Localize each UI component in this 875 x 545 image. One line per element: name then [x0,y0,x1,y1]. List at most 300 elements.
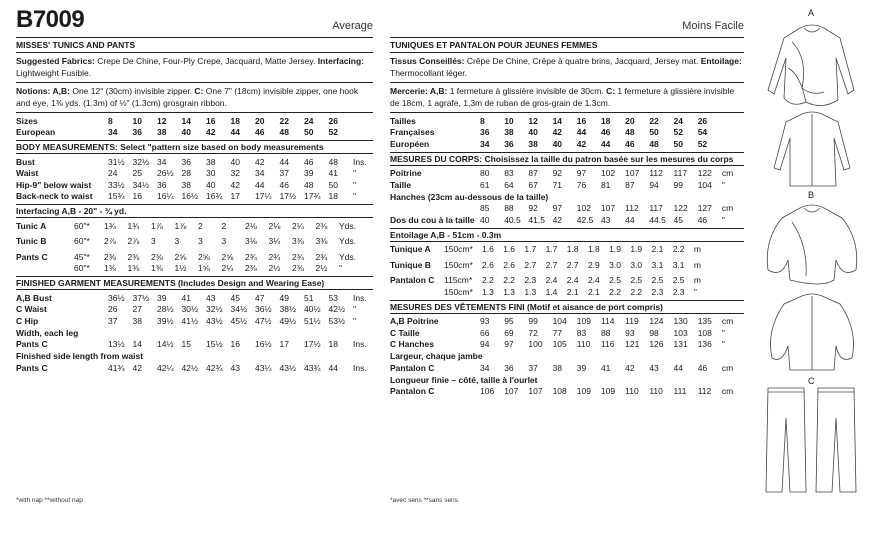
finished-row-value: 38½ [279,304,297,315]
hanches-label: Hanches (23cm au-dessous de la taille) [390,191,549,202]
interfacing-row-fr-value: 1.9 [630,244,643,255]
dos-row-value: 41.5 [528,214,545,225]
finished-row-fr-value: 98 [649,327,659,338]
dos-row-value: 46 [697,214,708,225]
dos-row-value: 42 [552,214,563,225]
interfacing-row-fr-value: 1.9 [609,244,621,255]
width-row-fr-label: Pantalon C [390,362,435,373]
finished-row-value: 32½ [206,304,223,315]
interfacing-row-fr-value: 2.7 [545,259,558,270]
finished-row-value: 38 [132,315,142,326]
body-row-label: Bust [16,156,35,167]
size-row-value: 20 [255,115,265,126]
body-row-value: 44 [255,179,265,190]
interfacing-row-unit: " [339,263,343,274]
finished-row-value: 40½ [304,304,321,315]
body-row-fr-value: 102 [600,168,616,179]
hanches-row-value: 88 [504,203,514,214]
finished-row-value: 49½ [279,315,297,326]
interfacing-heading-fr: Entoilage A,B - 51cm - 0.3m [390,229,744,242]
interfacing-row-value: 2 [221,220,227,231]
finished-row-value: 36½ [108,292,125,303]
european-row-label: European [16,127,56,138]
width-label: Width, each leg [16,327,79,338]
finished-row-fr-unit: " [721,339,725,350]
european-row-value: 42 [206,127,216,138]
fabrics-label-fr: Tissus Conseillés: [390,56,465,66]
english-column [16,0,373,376]
europeen-row-value: 50 [673,138,683,149]
interfacing-row-fr [390,286,744,298]
width-row-value: 14½ [157,339,174,350]
finished-row-value: 53 [328,292,338,303]
length-row-value: 42¼ [157,362,174,373]
length-row-fr-value: 108 [552,386,567,397]
interfacing-row-width: 60"* [74,220,90,231]
body-row-value: 39 [304,168,314,179]
length-row-fr-value: 106 [480,386,495,397]
body-row-fr-value: 87 [625,179,635,190]
body-row-value: 24 [108,168,118,179]
dos-row-value: 44 [625,214,635,225]
notions-c-text: One 7" (18cm) invisible zipper, one hook and eye, 1⅜ yds. (1.3m) of ½" (1.3cm) grosgrain ribbon. [16,86,359,108]
finished-row-value: 43½ [206,315,223,326]
body-row-value: 17½ [279,191,297,202]
size-row-value: 18 [230,115,240,126]
width-row-label: Pants C [16,339,48,350]
hanches-row-value: 92 [528,203,538,214]
finished-row-value: 39 [157,292,167,303]
body-measurements-table-fr [390,166,744,229]
body-row-value: 34 [157,156,167,167]
body-row-value: 38 [181,179,191,190]
fabrics-text-fr: Crêpe De Chine, Crêpe à quatre brins, Jacquard, Jersey mat. [464,56,701,66]
interfacing-row-value: 2⅞ [127,236,140,247]
interfacing-row-fr-value: 2.3 [524,275,537,286]
interfacing-row-fr [390,244,744,256]
size-row-fr-value: 26 [697,115,708,126]
fabrics-paragraph-fr [390,53,744,83]
interfacing-row-fr-label: Tunique A [390,244,431,255]
finished-row-value: 53½ [328,315,346,326]
body-row-value: 41 [328,168,338,179]
notions-text: One 12" (30cm) invisible zipper. [69,86,195,96]
interfacing-row-value: 2¾ [292,251,304,262]
body-row-fr-value: 97 [576,168,587,179]
interfacing-row-value: 3⅜ [292,236,304,247]
body-row-value: 36 [157,179,167,190]
finished-row-value: 36½ [255,304,272,315]
body-row-fr-value: 81 [600,179,611,190]
interfacing-row-value: 1⅜ [151,263,163,274]
interfacing-row-value: 2¾ [315,251,328,262]
body-row-fr-value: 61 [480,179,490,190]
interfacing-row-value: 3 [174,236,180,247]
interfacing-row-fr-width: 150cm* [444,259,473,270]
finished-row-value: 37½ [132,292,150,303]
finished-table-fr [390,314,744,400]
dos-row-value: 40.5 [504,214,521,225]
interfacing-row-fr-value: 2.1 [587,286,600,297]
interfacing-row-fr-value: 2.1 [651,244,664,255]
finished-row-value: 51½ [304,315,321,326]
finished-row-value: 41 [181,292,191,303]
notions-c-label: C: [194,86,204,96]
finished-row-fr-value: 109 [576,316,591,327]
european-row-value: 38 [157,127,167,138]
interfacing-row-unit: Yds. [339,236,357,247]
interfacing-row-fr-value: 2.6 [503,259,516,270]
interfacing-row-value: 2⅝ [198,251,210,262]
finished-heading-fr: MESURES DES VÊTEMENTS FINI (Motif et aisance de port compris) [390,301,744,314]
interfacing-row-value: 2½ [315,263,328,274]
finished-row [16,304,373,316]
european-row-value: 34 [108,127,118,138]
finished-row-fr-value: 103 [673,327,688,338]
interfacing-row-value: 1¾ [104,220,116,231]
finished-row-fr-unit: cm [721,316,734,327]
body-row-value: 46 [304,156,314,167]
europeen-row-value: 44 [600,138,611,149]
pattern-code: B7009 [16,6,85,33]
francaises-row-label: Françaises [390,127,435,138]
length-row-fr-value: 107 [504,386,519,397]
hanches-row-value: 97 [552,203,563,214]
body-row-value: 17¾ [304,191,321,202]
width-row-unit: Ins. [353,339,367,350]
dos-row [390,214,744,226]
europeen-row-value: 46 [625,138,635,149]
francaises-row-value: 50 [649,127,659,138]
finished-row-fr-value: 121 [625,339,640,350]
pattern-title-fr: TUNIQUES ET PANTALON POUR JEUNES FEMMES [390,38,744,53]
body-row-label: Hip-9" below waist [16,179,92,190]
interfacing-row-value: 2⅜ [245,263,257,274]
interfacing-row-fr-value: 2.3 [651,286,664,297]
interfacing-row-fr-value: 2.2 [503,275,516,286]
body-row-value: 25 [132,168,142,179]
finished-row-value: 49 [279,292,289,303]
difficulty-level-fr: Moins Facile [682,20,744,32]
interfacing-row-value: 2¼ [221,263,234,274]
body-row-fr-value: 64 [504,179,514,190]
finished-row-fr-value: 126 [649,339,664,350]
european-row-value: 48 [279,127,289,138]
interfacing-row-value: 2 [198,220,203,231]
length-row-value: 43¾ [304,362,321,373]
length-row-value: 42¾ [206,362,223,373]
body-row-value: 42 [230,179,240,190]
dos-row-value: 42.5 [576,214,594,225]
size-row-fr-value: 20 [625,115,635,126]
interfacing-row-fr-label: Tunique B [390,259,431,270]
width-row [16,339,373,351]
europeen-row [390,138,744,150]
figure-letter-c: C [808,376,815,386]
notions-paragraph [16,83,373,113]
interfacing-row-value: 1⅝ [198,263,210,274]
francaises-row-value: 52 [673,127,683,138]
finished-row-label: C Hip [16,315,39,326]
length-row-value: 41¾ [108,362,125,373]
europeen-row-value: 38 [528,138,538,149]
body-row-fr [390,179,744,191]
finished-row-fr-value: 131 [673,339,688,350]
finished-row-value: 47½ [255,315,272,326]
europeen-row-value: 52 [697,138,708,149]
body-row-value: 17¼ [255,191,272,202]
difficulty-level: Average [332,20,373,32]
width-row-value: 18 [328,339,338,350]
hanches-row-value: 102 [576,203,591,214]
width-row-value: 15 [181,339,191,350]
finished-row-unit: " [353,315,357,326]
body-row-unit: " [353,179,357,190]
interfacing-row-fr-value: 2.4 [566,275,579,286]
interfacing-row-fr-value: 2.4 [587,275,600,286]
body-row-value: 48 [328,156,338,167]
size-row-fr-value: 18 [600,115,611,126]
finished-row-value: 51 [304,292,314,303]
interfacing-row-fr-value: 2.3 [672,286,685,297]
finished-row-fr-value: 94 [480,339,490,350]
hanches-row [390,203,744,215]
finished-row-fr-value: 104 [552,316,567,327]
interfacing-row-fr-value: 1.8 [566,244,579,255]
body-row-fr-value: 71 [552,179,563,190]
interfacing-row-value: 2¾ [268,251,281,262]
notions-c-text-fr: 1 fermeture à glissière invisible de 18cm, 1 agrafe, 1,3m de ruban de gros-grain de 1.3cm. [390,86,735,108]
body-row-fr-value: 99 [673,179,683,190]
interfacing-label: Interfacing: [317,56,364,66]
interfacing-row-value: 2¾ [245,251,257,262]
body-row-value: 50 [328,179,338,190]
body-row-value: 16¼ [157,191,174,202]
body-row-value: 34½ [132,179,150,190]
finished-row-value: 47 [255,292,265,303]
hanches-row-value: 117 [649,203,663,214]
length-row-fr-value: 107 [528,386,543,397]
fabrics-label: Suggested Fabrics: [16,56,95,66]
body-row-value: 30 [206,168,216,179]
interfacing-row-fr-value: 2.1 [566,286,579,297]
finished-row-fr-value: 72 [528,327,538,338]
size-row-label: Sizes [16,115,38,126]
francaises-row-value: 40 [528,127,538,138]
interfacing-text: Lightweight Fusible. [16,68,92,78]
french-column [390,0,744,399]
interfacing-row-fr-unit: m [693,244,701,255]
interfacing-row [16,263,373,275]
interfacing-row-fr [390,275,744,287]
interfacing-row-value: 2⅜ [104,251,116,262]
length-row-fr-label: Pantalon C [390,386,435,397]
finished-row-fr-value: 105 [552,339,567,350]
size-row-fr-value: 16 [576,115,587,126]
width-row-fr-value: 46 [697,362,708,373]
interfacing-row-fr-value: 2.4 [545,275,558,286]
width-row-fr [390,362,744,374]
finished-row-label: A,B Bust [16,292,52,303]
width-row-fr-value: 41 [600,362,611,373]
interfacing-row-fr-value: 1.6 [503,244,516,255]
header [16,0,373,38]
europeen-row-value: 48 [649,138,659,149]
interfacing-row-fr-value: 2.9 [587,259,600,270]
size-row [16,115,373,127]
interfacing-row-unit: Yds. [339,251,357,262]
interfacing-row-value: 1¾ [127,220,140,231]
interfacing-row-label: Pants C [16,251,48,262]
body-row-value: 16½ [181,191,199,202]
european-row-value: 50 [304,127,314,138]
body-row-value: 46 [279,179,289,190]
interfacing-row-value: 2⅛ [268,220,281,231]
body-measurements-table [16,154,373,205]
european-row-value: 46 [255,127,265,138]
body-row-fr-value: 80 [480,168,490,179]
header-fr [390,0,744,38]
interfacing-row-value: 3¼ [268,236,281,247]
europeen-row-value: 42 [576,138,587,149]
length-row-value: 43¼ [255,362,272,373]
interfacing-row-fr-value: 1.3 [482,286,494,297]
interfacing-row-fr-value: 1.8 [587,244,600,255]
size-row-value: 14 [181,115,191,126]
interfacing-row-fr-value: 2.2 [630,286,643,297]
finished-row-value: 28½ [157,304,174,315]
body-row-value: 17 [230,191,240,202]
notions-c-label-fr: C: [606,86,616,96]
size-row-value: 10 [132,115,142,126]
finished-row-fr-label: A,B Poitrine [390,316,439,327]
interfacing-row-fr-value: 2.2 [672,244,685,255]
dos-row-value: 44.5 [649,214,666,225]
francaises-row-value: 42 [552,127,563,138]
hanches-row-value: 107 [600,203,616,214]
width-row-fr-value: 34 [480,362,490,373]
size-row-fr-value: 22 [649,115,659,126]
finished-row-fr [390,327,744,339]
length-row-fr-value: 110 [625,386,639,397]
interfacing-row-value: 2⅝ [221,251,234,262]
francaises-row-value: 48 [625,127,635,138]
body-row-value: 18 [328,191,338,202]
width-row-fr-value: 39 [576,362,587,373]
interfacing-row-value: 2⅝ [174,251,187,262]
finished-row-value: 30½ [181,304,199,315]
length-row-value: 44 [328,362,338,373]
interfacing-row [16,220,373,232]
interfacing-row-value: 1⅜ [104,263,116,274]
footnote: *with nap **without nap [16,497,83,504]
dos-row-value: 43 [600,214,611,225]
size-row-value: 12 [157,115,167,126]
francaises-row [390,127,744,139]
body-row-value: 15¾ [108,191,125,202]
finished-row-fr-value: 124 [649,316,664,327]
interfacing-row-fr-width: 115cm* [444,275,473,286]
size-row-fr [390,115,744,127]
length-label-fr: Longueur finie – côté, taille à l'ourlet [390,374,538,385]
width-row-value: 17½ [304,339,321,350]
finished-heading: FINISHED GARMENT MEASUREMENTS (Includes Design and Wearing Ease) [16,277,373,290]
length-row [16,362,373,374]
interfacing-row-fr-unit: " [693,286,697,297]
notions-text-fr: 1 fermeture à glissière invisible de 30cm. [447,86,607,96]
body-row-value: 40 [206,179,216,190]
tunic-a-illustration [762,18,862,198]
interfacing-row-fr-value: 1.4 [545,286,558,297]
european-row-value: 36 [132,127,142,138]
width-row-fr-value: 38 [552,362,563,373]
body-row-fr-value: 87 [528,168,538,179]
francaises-row-value: 38 [504,127,514,138]
body-measurements-heading-fr: MESURES DU CORPS: Choisissez la taille du patron basée sur les mesures du corps [390,153,744,166]
finished-row-fr-label: C Taille [390,327,420,338]
interfacing-row-fr-value: 2.7 [566,259,579,270]
interfacing-row-value: 2¼ [292,220,304,231]
finished-row-fr-value: 114 [600,316,615,327]
finished-row-fr-unit: " [721,327,725,338]
finished-row-fr-value: 110 [576,339,591,350]
body-row-value: 36 [181,156,191,167]
pattern-title: MISSES' TUNICS AND PANTS [16,38,373,53]
body-row-value: 42 [255,156,265,167]
length-label: Finished side length from waist [16,351,144,361]
finished-row-fr-value: 135 [697,316,712,327]
interfacing-row-value: 1½ [174,263,187,274]
interfacing-row-width: 60"* [74,236,90,247]
body-row [16,156,373,168]
body-row-value: 28 [181,168,191,179]
length-row-value: 42 [132,362,142,373]
size-row-fr-value: 14 [552,115,563,126]
size-row-value: 24 [304,115,314,126]
interfacing-row-fr-value: 3.0 [609,259,621,270]
european-row-value: 40 [181,127,191,138]
interfacing-row-value: 3 [151,236,156,247]
dos-row-unit: " [721,214,725,225]
body-row-fr-value: 92 [552,168,563,179]
european-row-value: 52 [328,127,338,138]
interfacing-row-label: Tunic B [16,236,47,247]
size-row-value: 26 [328,115,338,126]
body-row-fr-label: Poitrine [390,168,422,179]
finished-row-fr [390,339,744,351]
body-row [16,191,373,203]
size-row-fr-value: 24 [673,115,683,126]
hanches-row-value: 127 [697,203,712,214]
interfacing-row-value: 3 [198,236,203,247]
francaises-row-value: 36 [480,127,490,138]
finished-row-value: 45 [230,292,240,303]
notions-label: Notions: A,B: [16,86,70,96]
interfacing-row-width: 45"* [74,251,90,262]
body-row-fr-value: 76 [576,179,587,190]
europeen-row-value: 40 [552,138,563,149]
figure-letter-a: A [808,8,815,18]
finished-row-value: 26 [108,304,118,315]
body-row-value: 16¾ [206,191,223,202]
interfacing-row-unit: Yds. [339,220,357,231]
interfacing-row-value: 2½ [268,263,281,274]
sizes-table-fr [390,113,744,153]
finished-row-fr-value: 93 [480,316,490,327]
interfacing-row-fr-value: 1.3 [524,286,537,297]
width-row-fr-value: 44 [673,362,683,373]
body-row-unit: " [353,168,357,179]
